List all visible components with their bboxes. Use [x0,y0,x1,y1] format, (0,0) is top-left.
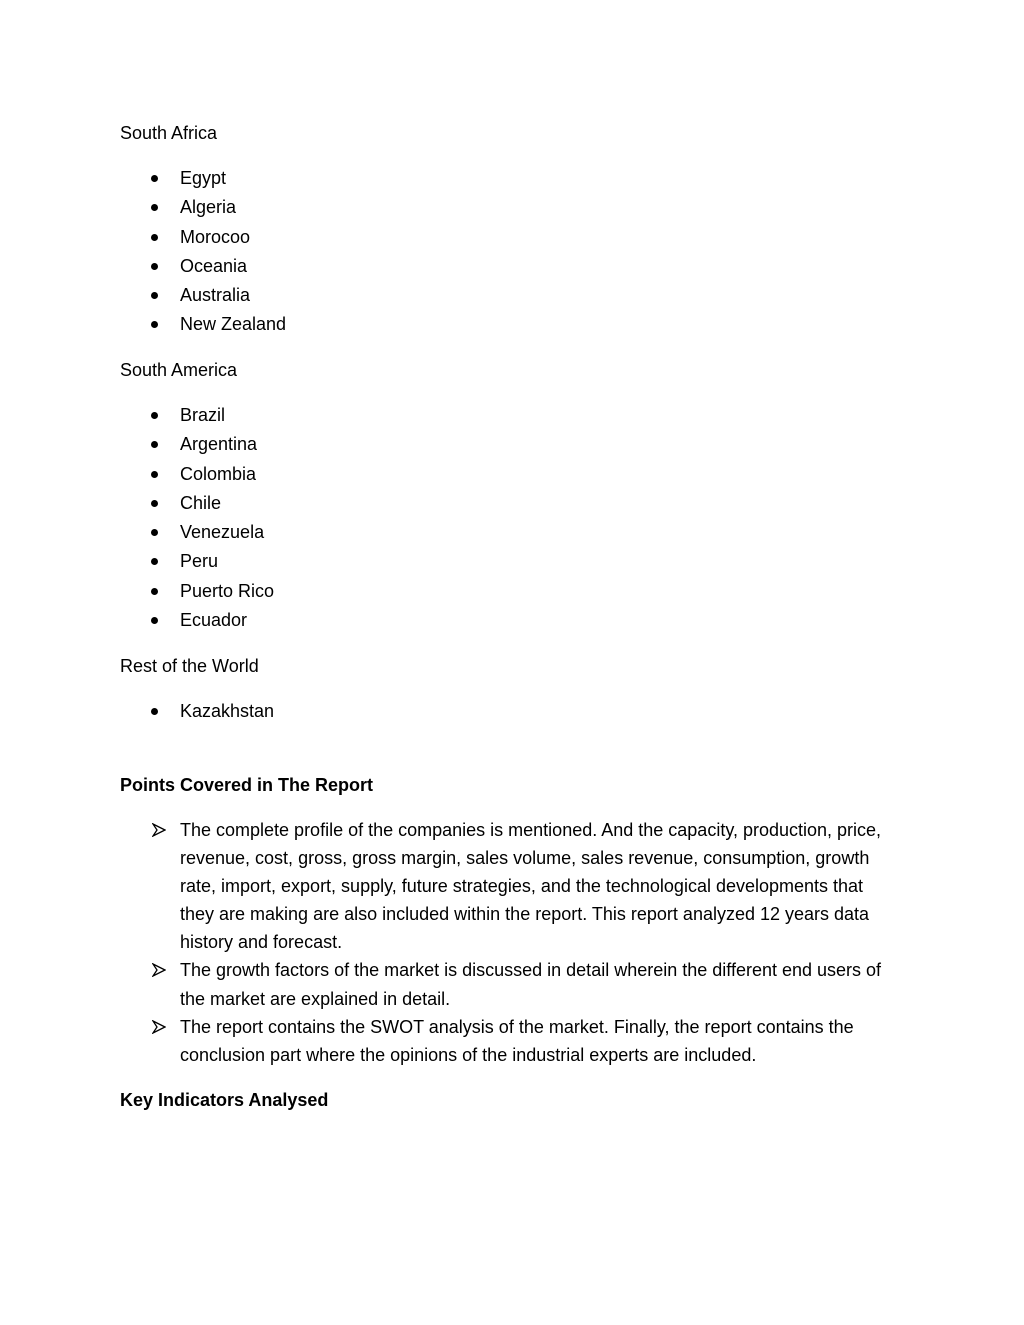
list-item-text: The growth factors of the market is discussed in detail wherein the different end users of the market are explained in detail. [180,960,882,1009]
bullet-icon [151,441,158,448]
section-heading-south-america: South America [120,360,238,380]
bullet-icon [151,263,158,270]
list-item [120,1013,900,1069]
list-item-text: Morocoo [180,226,251,247]
bullet-icon [151,558,158,565]
arrow-list-points [120,816,900,1069]
list-item-text: Egypt [180,168,227,188]
list-item [120,956,900,1012]
list-item-text: The complete profile of the companies is mentioned. And the capacity, production, price, revenue, cost, gross, gross margin, sales volume, sales revenue, consumption, growth rate, import, export, supply, future strategies, and the technological developments that they are making are also included within the report. This report analyzed 12 years data history and forecast. [180,820,882,953]
bullet-icon [151,412,158,419]
list-item-text: Peru [180,551,219,572]
list-item [120,816,900,956]
bullet-icon [151,617,158,624]
bullet-icon [151,588,158,595]
section-heading-rest-of-world: Rest of the World [120,656,259,676]
list-item-text: Australia [180,285,251,306]
list-item-text: New Zealand [180,314,287,335]
list-item-text: Algeria [180,197,237,218]
bullet-icon [151,529,158,536]
bullet-icon [151,471,158,478]
arrowhead-bullet-icon [152,1020,166,1034]
list-item-text: Colombia [180,463,257,484]
section-heading-key-indicators: Key Indicators Analysed [120,1090,329,1110]
bullet-icon [151,204,158,211]
list-item-text: Argentina [180,434,258,455]
list-item-text: Brazil [180,405,226,425]
list-item-text: Chile [180,492,222,513]
list-item-text: Kazakhstan [180,701,275,721]
section-heading-south-africa: South Africa [120,123,218,143]
arrowhead-bullet-icon [152,823,166,837]
bullet-icon [151,175,158,182]
section-heading-points-covered: Points Covered in The Report [120,775,374,795]
bullet-icon [151,321,158,328]
bullet-icon [151,708,158,715]
list-item-text: Puerto Rico [180,580,275,601]
bullet-icon [151,292,158,299]
bullet-icon [151,234,158,241]
list-item-text: The report contains the SWOT analysis of the market. Finally, the report contains the conclusion part where the opinions of the industrial experts are included. [180,1016,854,1065]
list-item-text: Ecuador [180,610,248,631]
bullet-icon [151,500,158,507]
arrowhead-bullet-icon [152,963,166,977]
list-item-text: Oceania [180,255,248,276]
list-item-text: Venezuela [180,522,265,543]
